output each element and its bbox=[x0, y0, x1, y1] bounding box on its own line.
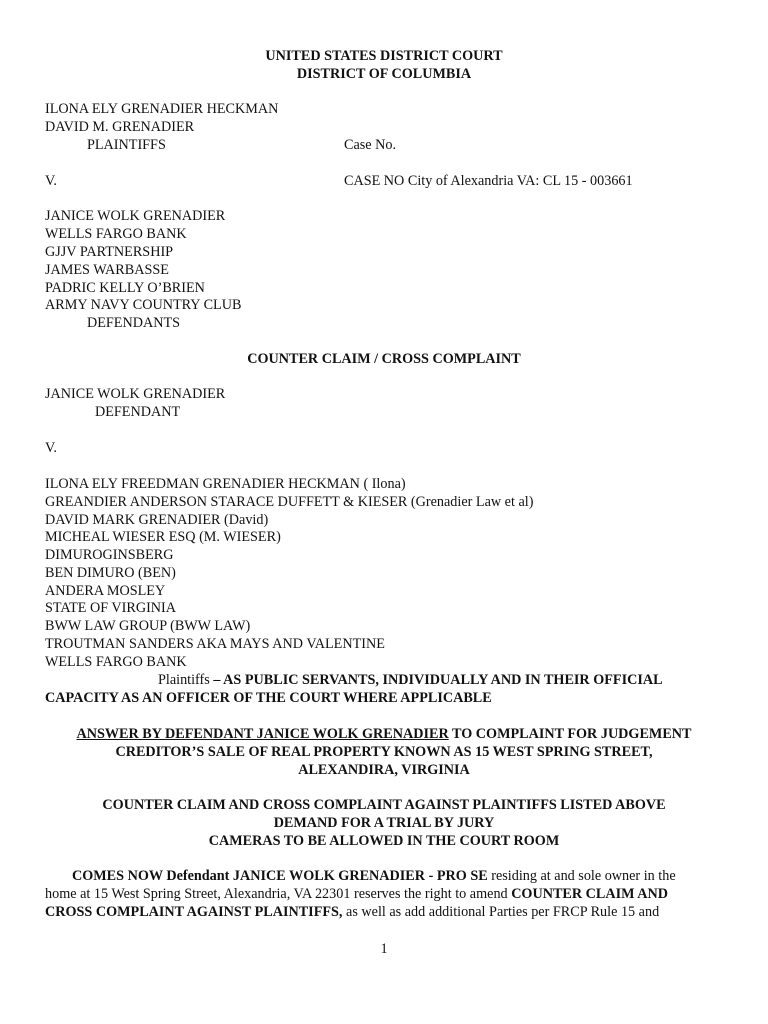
defendant-name: WELLS FARGO BANK bbox=[45, 226, 187, 242]
counter-defendant-label: DEFENDANT bbox=[95, 404, 181, 420]
answer-heading-line2: CREDITOR’S SALE OF REAL PROPERTY KNOWN AS 15 WEST SPRING STREET, bbox=[115, 744, 653, 760]
court-name: UNITED STATES DISTRICT COURT bbox=[265, 48, 503, 64]
party-name: BWW LAW GROUP (BWW LAW) bbox=[45, 618, 251, 634]
body-bold-text: COUNTER CLAIM AND bbox=[511, 886, 669, 902]
answer-heading-line1 bbox=[0, 726, 768, 743]
body-bold-text: CROSS COMPLAINT AGAINST PLAINTIFFS, bbox=[45, 904, 343, 920]
body-text: residing at and sole owner in the bbox=[487, 868, 676, 884]
case-no-label: Case No. bbox=[344, 137, 397, 153]
counter-versus: V. bbox=[45, 440, 57, 456]
party-name: BEN DIMURO (BEN) bbox=[45, 565, 176, 581]
counter-defendant-name: JANICE WOLK GRENADIER bbox=[45, 386, 226, 402]
party-name: WELLS FARGO BANK bbox=[45, 654, 187, 670]
defendant-name: PADRIC KELLY O’BRIEN bbox=[45, 280, 205, 296]
party-name: MICHEAL WIESER ESQ (M. WIESER) bbox=[45, 529, 281, 545]
plaintiff-name: DAVID M. GRENADIER bbox=[45, 119, 195, 135]
party-name: GREANDIER ANDERSON STARACE DUFFETT & KIESER (Grenadier Law et al) bbox=[45, 494, 534, 510]
counter-claim-title: COUNTER CLAIM AND CROSS COMPLAINT AGAINST PLAINTIFFS LISTED ABOVE bbox=[102, 797, 666, 813]
body-line bbox=[72, 868, 676, 885]
party-name: DAVID MARK GRENADIER (David) bbox=[45, 512, 269, 528]
party-name: DIMUROGINSBERG bbox=[45, 547, 174, 563]
party-name: ANDERA MOSLEY bbox=[45, 583, 166, 599]
plaintiffs-label: PLAINTIFFS bbox=[87, 137, 166, 153]
defendant-name: GJJV PARTNERSHIP bbox=[45, 244, 174, 260]
plaintiff-name: ILONA ELY GRENADIER HECKMAN bbox=[45, 101, 279, 117]
body-line bbox=[45, 904, 659, 921]
jury-demand: DEMAND FOR A TRIAL BY JURY bbox=[273, 815, 495, 831]
court-district: DISTRICT OF COLUMBIA bbox=[296, 66, 472, 82]
body-bold-intro: COMES NOW Defendant JANICE WOLK GRENADIER - PRO SE bbox=[72, 868, 488, 884]
party-name: ILONA ELY FREEDMAN GRENADIER HECKMAN ( Ilona) bbox=[45, 476, 406, 492]
body-text: home at 15 West Spring Street, Alexandria, VA 22301 reserves the right to amend bbox=[45, 886, 512, 902]
defendants-label: DEFENDANTS bbox=[87, 315, 181, 331]
answer-heading-line3: ALEXANDIRA, VIRGINIA bbox=[298, 762, 470, 778]
counter-claim-heading: COUNTER CLAIM / CROSS COMPLAINT bbox=[247, 351, 521, 367]
case-number: CASE NO City of Alexandria VA: CL 15 - 003661 bbox=[344, 173, 633, 189]
versus: V. bbox=[45, 173, 57, 189]
party-name: TROUTMAN SANDERS AKA MAYS AND VALENTINE bbox=[45, 636, 385, 652]
answer-title-underlined: ANSWER BY DEFENDANT JANICE WOLK GRENADIER bbox=[76, 726, 449, 742]
party-name: STATE OF VIRGINIA bbox=[45, 600, 177, 616]
capacity-text-continued: CAPACITY AS AN OFFICER OF THE COURT WHERE APPLICABLE bbox=[45, 690, 492, 706]
defendant-name: JANICE WOLK GRENADIER bbox=[45, 208, 226, 224]
plaintiffs-prefix: Plaintiffs bbox=[158, 672, 210, 688]
body-line bbox=[45, 886, 668, 903]
plaintiffs-capacity-line bbox=[158, 672, 663, 689]
capacity-text: – AS PUBLIC SERVANTS, INDIVIDUALLY AND IN THEIR OFFICIAL bbox=[209, 672, 663, 688]
defendant-name: ARMY NAVY COUNTRY CLUB bbox=[45, 297, 242, 313]
defendant-name: JAMES WARBASSE bbox=[45, 262, 169, 278]
cameras-request: CAMERAS TO BE ALLOWED IN THE COURT ROOM bbox=[208, 833, 560, 849]
page-number: 1 bbox=[380, 941, 388, 957]
answer-title-rest: TO COMPLAINT FOR JUDGEMENT bbox=[448, 726, 692, 742]
body-text: as well as add additional Parties per FRCP Rule 15 and bbox=[342, 904, 660, 920]
